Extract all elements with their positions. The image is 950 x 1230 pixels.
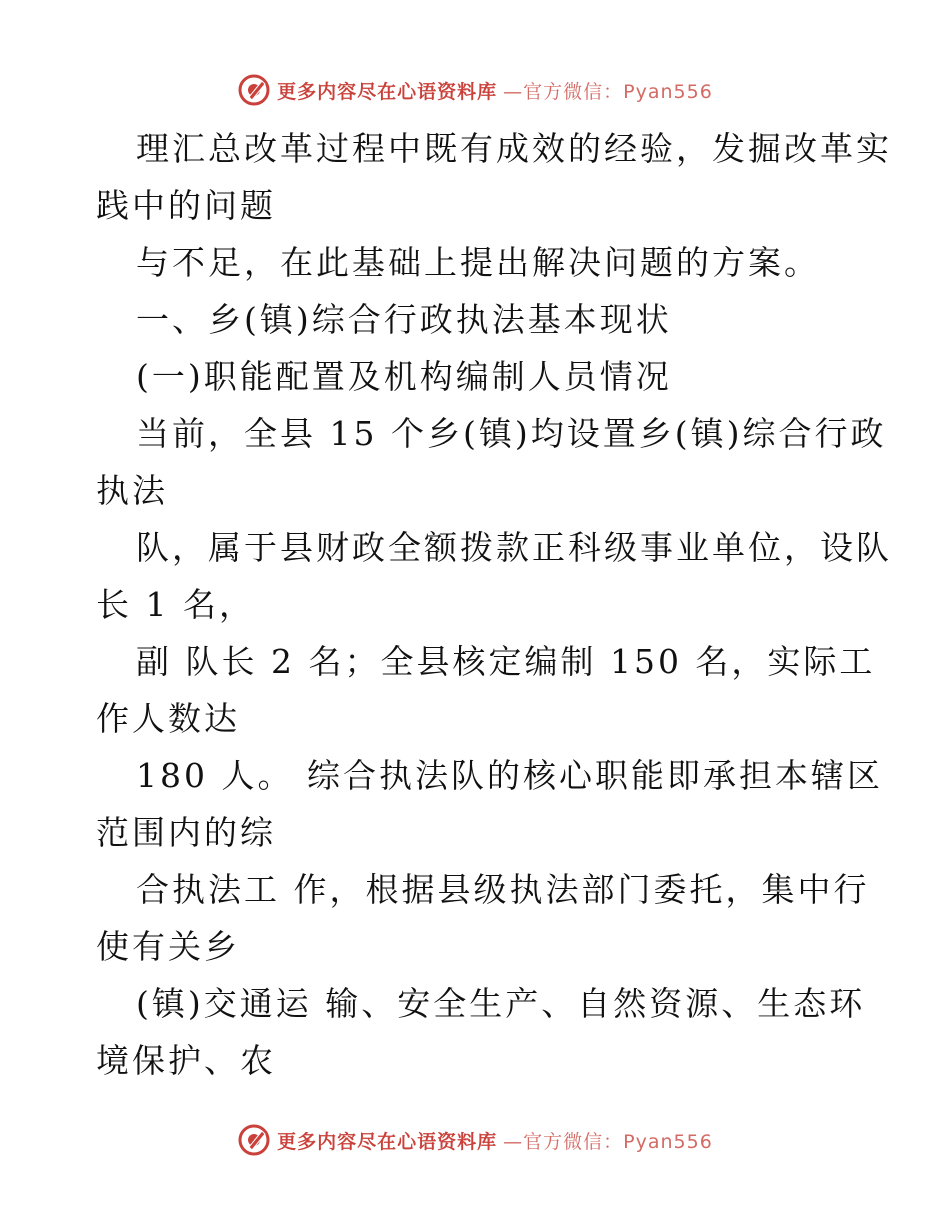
- watermark-main-text: 更多内容尽在心语资料库: [277, 80, 498, 103]
- text-line: 境保护、农: [96, 1041, 276, 1080]
- text-line: 理汇总改革过程中既有成效的经验，发掘改革实: [136, 129, 892, 168]
- text-line: (镇)交通运 输、安全生产、自然资源、生态环: [136, 984, 866, 1023]
- text-line: 作人数达: [96, 699, 240, 738]
- section-heading: 一、乡(镇)综合行政执法基本现状: [136, 300, 672, 339]
- footer-watermark: [0, 1120, 950, 1160]
- text-line: 副 队长 2 名；全县核定编制 150 名，实际工: [136, 642, 876, 681]
- pen-logo-icon: [237, 73, 271, 107]
- watermark-contact-text: —官方微信：Pyan556: [503, 80, 713, 103]
- pen-logo-icon: [237, 1123, 271, 1157]
- text-line: 180 人。 综合执法队的核心职能即承担本辖区: [136, 756, 883, 795]
- text-line: 长 1 名，: [96, 585, 255, 624]
- text-line: 与不足，在此基础上提出解决问题的方案。: [136, 243, 820, 282]
- text-line: 合执法工 作，根据县级执法部门委托，集中行: [136, 870, 870, 909]
- header-watermark: [0, 70, 950, 110]
- document-body: [96, 120, 892, 1089]
- watermark-main-text: 更多内容尽在心语资料库: [277, 1130, 498, 1153]
- text-line: 执法: [96, 471, 168, 510]
- text-line: 当前，全县 15 个乡(镇)均设置乡(镇)综合行政: [136, 414, 887, 453]
- text-line: 队，属于县财政全额拨款正科级事业单位，设队: [136, 528, 892, 567]
- text-line: 范围内的综: [96, 813, 276, 852]
- watermark-contact-text: —官方微信：Pyan556: [503, 1130, 713, 1153]
- text-line: 使有关乡: [96, 927, 240, 966]
- subsection-heading: (一)职能配置及机构编制人员情况: [136, 357, 672, 396]
- text-line: 践中的问题: [96, 186, 276, 225]
